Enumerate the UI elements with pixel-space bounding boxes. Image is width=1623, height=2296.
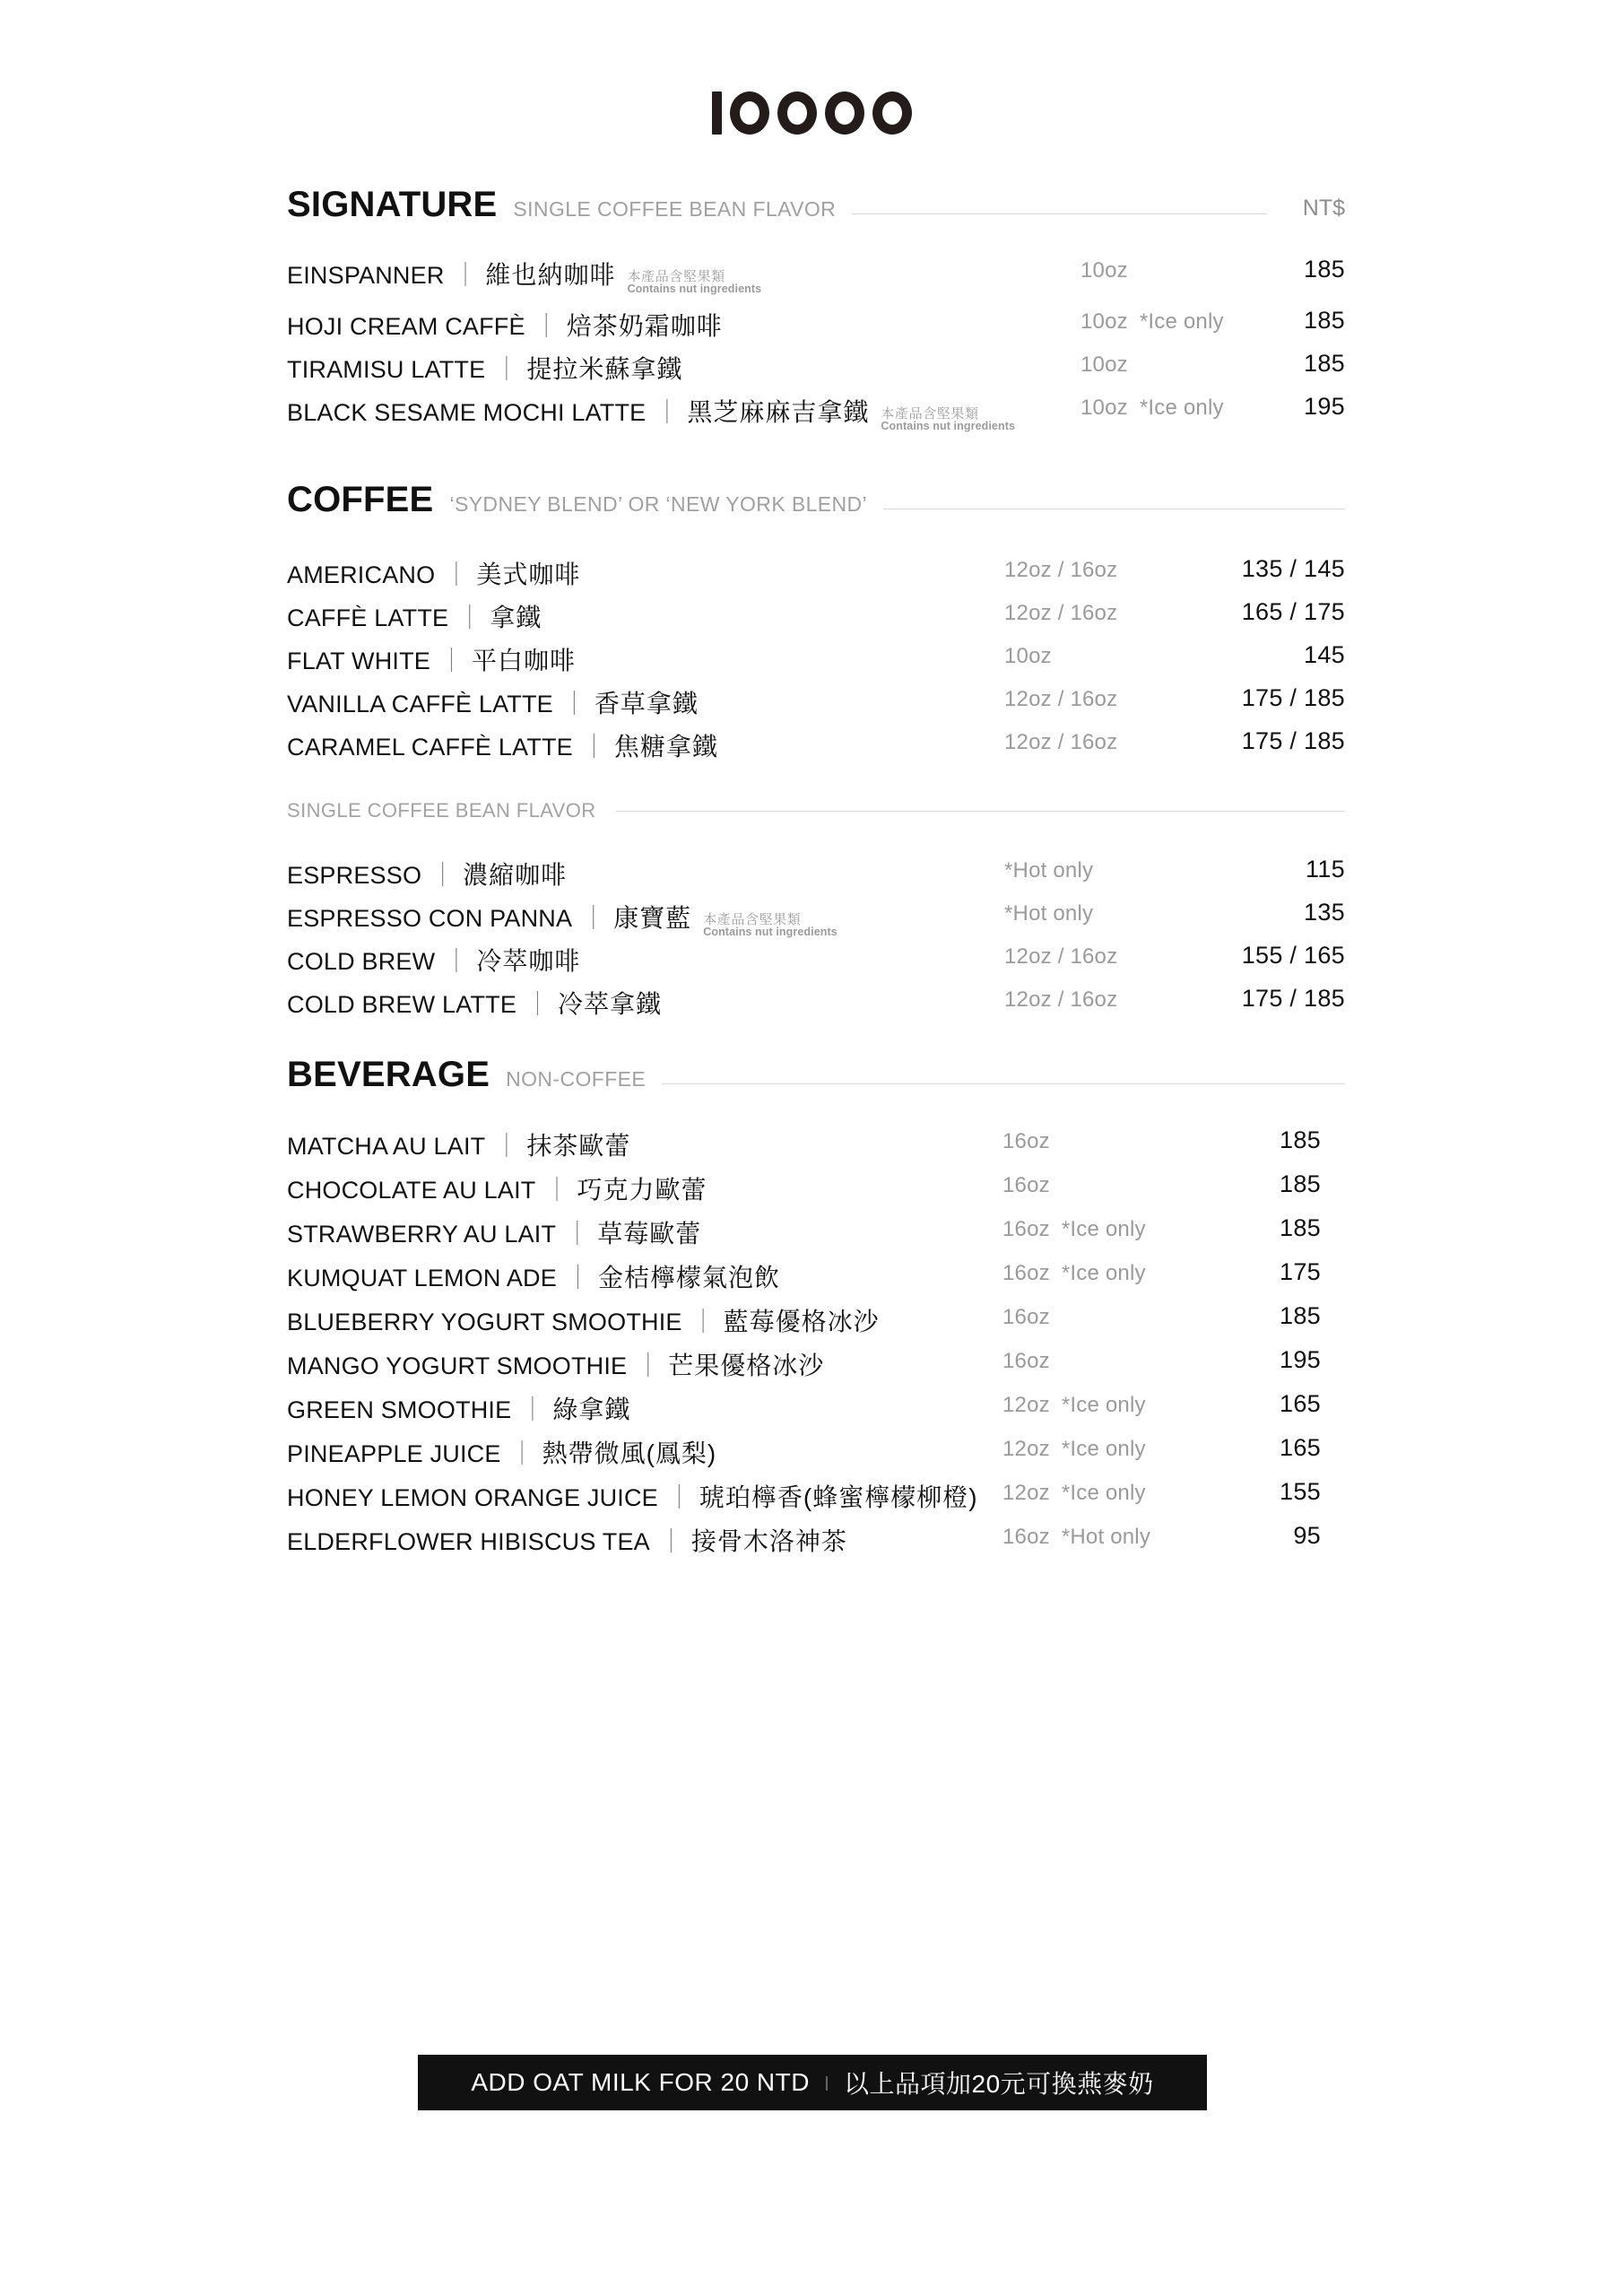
item-name-zh: 抹茶歐蕾: [526, 1132, 631, 1160]
item-price: 175: [1280, 1258, 1321, 1285]
allergen-note-en: Contains nut ingredients: [703, 926, 838, 939]
item-name-en: CHOCOLATE AU LAIT: [287, 1177, 536, 1204]
item-name-zh: 芒果優格冰沙: [668, 1352, 825, 1379]
item-name-zh: 焦糖拿鐵: [613, 733, 718, 761]
promo-text-zh: 以上品項加20元可換燕麥奶: [844, 2070, 1154, 2098]
sub-divider-label: SINGLE COFFEE BEAN FLAVOR: [287, 799, 596, 822]
promo-text-en: ADD OAT MILK FOR 20 NTD: [471, 2068, 810, 2096]
name-separator: ｜: [430, 862, 456, 889]
name-separator: ｜: [636, 1352, 661, 1379]
item-name-en: KUMQUAT LEMON ADE: [287, 1265, 557, 1292]
menu-row[interactable]: [287, 350, 1345, 393]
item-size: *Hot only: [1004, 858, 1094, 883]
item-name-zh: 綠拿鐵: [552, 1396, 631, 1423]
item-size: 16oz: [1002, 1261, 1050, 1285]
name-separator: ｜: [534, 313, 559, 340]
item-name-en: EINSPANNER: [287, 262, 445, 289]
item-size: 12oz / 16oz: [1004, 987, 1118, 1012]
item-name-zh: 藍莓優格冰沙: [723, 1308, 880, 1335]
item-price: 95: [1293, 1522, 1321, 1549]
name-separator: ｜: [561, 691, 586, 718]
item-names: [287, 307, 723, 343]
name-separator: ｜: [565, 1265, 590, 1292]
sub-divider-rule: [616, 811, 1345, 812]
item-names: [287, 1170, 707, 1206]
menu-row[interactable]: [287, 1390, 1345, 1434]
item-name-en: MATCHA AU LAIT: [287, 1133, 486, 1160]
item-price: 185: [1304, 256, 1345, 283]
item-price: 145: [1304, 641, 1345, 668]
item-note: *Ice only: [1061, 1437, 1146, 1461]
item-names: [287, 598, 542, 634]
menu-row[interactable]: [287, 985, 1345, 1028]
item-name-en: ESPRESSO: [287, 862, 422, 889]
item-size: 12oz: [1002, 1481, 1050, 1505]
menu-row[interactable]: [287, 1346, 1345, 1390]
item-size: 10oz: [1081, 396, 1128, 420]
item-size: 10oz: [1081, 309, 1128, 334]
item-names: [287, 1258, 780, 1294]
menu-row[interactable]: [287, 1302, 1345, 1346]
menu-content: [287, 0, 1345, 1566]
section-title: COFFEE: [287, 480, 434, 519]
menu-row[interactable]: [287, 684, 1345, 727]
currency-label: NT$: [1302, 196, 1345, 221]
item-names: [287, 1478, 978, 1514]
item-name-zh: 冷萃拿鐵: [558, 990, 663, 1018]
item-name-en: PINEAPPLE JUICE: [287, 1440, 501, 1467]
item-name-zh: 草莓歐蕾: [597, 1220, 702, 1248]
item-price: 165: [1280, 1434, 1321, 1461]
name-separator: ｜: [666, 1484, 691, 1511]
item-note: *Ice only: [1061, 1393, 1146, 1417]
name-separator: ｜: [655, 399, 680, 426]
item-name-zh: 平白咖啡: [472, 647, 577, 674]
item-names: [287, 555, 580, 591]
section-subtitle: ‘SYDNEY BLEND’ OR ‘NEW YORK BLEND’: [449, 492, 868, 516]
name-separator: ｜: [581, 905, 606, 932]
item-size: 16oz: [1002, 1525, 1050, 1549]
item-name-en: AMERICANO: [287, 561, 436, 588]
menu-row[interactable]: [287, 1170, 1345, 1214]
item-price: 185: [1280, 1170, 1321, 1197]
item-name-en: FLAT WHITE: [287, 648, 431, 674]
header-rule: [662, 1083, 1345, 1084]
item-names: [287, 856, 567, 891]
menu-row[interactable]: [287, 942, 1345, 985]
item-note: *Ice only: [1061, 1217, 1146, 1241]
item-names: [287, 393, 1015, 435]
item-names: [287, 942, 580, 978]
menu-row[interactable]: [287, 393, 1345, 436]
item-size: 12oz / 16oz: [1004, 601, 1118, 625]
name-separator: ｜: [444, 948, 469, 975]
item-size: 12oz / 16oz: [1004, 730, 1118, 754]
item-name-en: BLUEBERRY YOGURT SMOOTHIE: [287, 1309, 682, 1335]
item-price: 135 / 145: [1241, 555, 1345, 582]
item-name-zh: 金桔檸檬氣泡飲: [597, 1264, 780, 1292]
allergen-note-en: Contains nut ingredients: [627, 283, 762, 296]
item-name-en: BLACK SESAME MOCHI LATTE: [287, 399, 647, 426]
item-name-en: TIRAMISU LATTE: [287, 356, 486, 383]
item-name-zh: 美式咖啡: [476, 561, 581, 588]
item-note: *Ice only: [1139, 396, 1224, 420]
allergen-note: [881, 407, 1015, 432]
menu-row[interactable]: [287, 1126, 1345, 1170]
allergen-note-zh: 本產品含堅果類: [881, 406, 979, 422]
item-name-zh: 維也納咖啡: [485, 261, 616, 289]
item-price: 165 / 175: [1241, 598, 1345, 625]
name-separator: ｜: [565, 1221, 590, 1248]
allergen-note-en: Contains nut ingredients: [881, 420, 1016, 433]
item-price: 185: [1304, 350, 1345, 377]
item-size: 10oz: [1004, 644, 1052, 668]
section-items-signature: [287, 256, 1345, 436]
menu-row[interactable]: [287, 555, 1345, 598]
item-price: 185: [1280, 1214, 1321, 1241]
item-name-en: ESPRESSO CON PANNA: [287, 905, 573, 932]
section-header-signature: [287, 181, 1345, 222]
item-name-en: HOJI CREAM CAFFÈ: [287, 313, 525, 340]
allergen-note: [628, 270, 762, 295]
menu-row[interactable]: [287, 727, 1345, 770]
item-names: [287, 1522, 847, 1558]
section-items-beverage: [287, 1126, 1345, 1566]
name-separator: ｜: [457, 604, 482, 631]
item-name-en: STRAWBERRY AU LAIT: [287, 1221, 557, 1248]
allergen-note: [703, 913, 838, 938]
item-names: [287, 1434, 716, 1470]
menu-row[interactable]: [287, 856, 1345, 899]
item-name-en: VANILLA CAFFÈ LATTE: [287, 691, 553, 718]
item-name-zh: 熱帶微風: [542, 1439, 647, 1467]
item-name-en: MANGO YOGURT SMOOTHIE: [287, 1352, 628, 1379]
promo-separator: ｜: [819, 2076, 834, 2092]
name-separator: ｜: [690, 1309, 716, 1335]
item-size: 10oz: [1081, 258, 1128, 283]
name-separator: ｜: [544, 1177, 569, 1204]
item-names: [287, 1126, 630, 1162]
item-name-zh: 提拉米蘇拿鐵: [526, 355, 683, 383]
menu-row[interactable]: [287, 1522, 1345, 1566]
section-items-coffee-single-bean: [287, 856, 1345, 1028]
menu-row[interactable]: [287, 641, 1345, 684]
oat-milk-promo-banner: [418, 2055, 1207, 2110]
item-names: [287, 727, 718, 763]
item-names: [287, 684, 699, 720]
item-price: 175 / 185: [1241, 727, 1345, 754]
name-separator: ｜: [509, 1440, 534, 1467]
item-name-en: ELDERFLOWER HIBISCUS TEA: [287, 1528, 650, 1555]
item-name-zh: 黑芝麻麻吉拿鐵: [687, 398, 870, 426]
menu-row[interactable]: [287, 1478, 1345, 1522]
name-separator: ｜: [658, 1528, 683, 1555]
item-size: 16oz: [1002, 1173, 1050, 1197]
item-price: 135: [1304, 899, 1345, 926]
allergen-note-zh: 本產品含堅果類: [627, 269, 725, 284]
item-price: 195: [1280, 1346, 1321, 1373]
item-price: 185: [1280, 1126, 1321, 1153]
section-title: SIGNATURE: [287, 185, 498, 224]
item-name-en: GREEN SMOOTHIE: [287, 1396, 512, 1423]
item-size: 10oz: [1081, 352, 1128, 377]
allergen-note-zh: 本產品含堅果類: [703, 912, 802, 927]
item-names: [287, 1302, 880, 1338]
name-separator: ｜: [581, 734, 606, 761]
item-size: 12oz / 16oz: [1004, 944, 1118, 969]
section-subtitle: SINGLE COFFEE BEAN FLAVOR: [513, 197, 837, 221]
item-name-zh-paren: (鳳梨): [646, 1439, 717, 1467]
item-size: 16oz: [1002, 1217, 1050, 1241]
item-name-zh: 拿鐵: [490, 604, 542, 631]
name-separator: ｜: [494, 1133, 519, 1160]
item-price: 165: [1280, 1390, 1321, 1417]
item-names: [287, 1390, 630, 1426]
menu-row[interactable]: [287, 256, 1345, 307]
name-separator: ｜: [520, 1396, 545, 1423]
menu-row[interactable]: [287, 899, 1345, 942]
section-items-coffee: [287, 555, 1345, 770]
item-names: [287, 1346, 824, 1382]
item-name-en: CAFFÈ LATTE: [287, 604, 449, 631]
section-header-coffee: [287, 476, 1345, 517]
item-name-zh-paren: (蜂蜜檸檬柳橙): [803, 1483, 978, 1511]
name-separator: ｜: [444, 561, 469, 588]
item-name-en: COLD BREW LATTE: [287, 991, 517, 1018]
item-price: 175 / 185: [1241, 684, 1345, 711]
item-names: [287, 350, 682, 386]
item-note: *Ice only: [1061, 1481, 1146, 1505]
item-size: 16oz: [1002, 1305, 1050, 1329]
item-name-en: HONEY LEMON ORANGE JUICE: [287, 1484, 658, 1511]
sub-divider-single-bean: [287, 796, 1345, 826]
item-price: 155: [1280, 1478, 1321, 1505]
item-size: *Hot only: [1004, 901, 1094, 926]
item-size: 16oz: [1002, 1129, 1050, 1153]
name-separator: ｜: [494, 356, 519, 383]
item-note: *Ice only: [1139, 309, 1224, 334]
item-price: 115: [1306, 856, 1345, 883]
item-size: 12oz / 16oz: [1004, 687, 1118, 711]
item-size: 12oz / 16oz: [1004, 558, 1118, 582]
menu-row[interactable]: [287, 1214, 1345, 1258]
menu-row[interactable]: [287, 598, 1345, 641]
name-separator: ｜: [525, 991, 551, 1018]
item-price: 155 / 165: [1241, 942, 1345, 969]
item-names: [287, 641, 576, 677]
item-price: 175 / 185: [1241, 985, 1345, 1012]
item-name-zh: 接骨木洛神茶: [690, 1527, 847, 1555]
name-separator: ｜: [439, 648, 464, 674]
header-rule: [852, 213, 1267, 214]
item-name-en: CARAMEL CAFFÈ LATTE: [287, 734, 573, 761]
item-names: [287, 985, 662, 1021]
item-name-zh: 香草拿鐵: [594, 690, 699, 718]
item-note: *Hot only: [1061, 1525, 1151, 1549]
section-title: BEVERAGE: [287, 1055, 490, 1094]
item-names: [287, 899, 838, 941]
item-price: 195: [1304, 393, 1345, 420]
section-subtitle: NON-COFFEE: [506, 1067, 647, 1091]
item-size: 12oz: [1002, 1393, 1050, 1417]
item-price: 185: [1304, 307, 1345, 334]
menu-row[interactable]: [287, 1434, 1345, 1478]
item-name-zh: 濃縮咖啡: [463, 861, 568, 889]
item-name-zh: 巧克力歐蕾: [577, 1176, 707, 1204]
item-name-zh: 琥珀檸香: [699, 1483, 803, 1511]
item-name-zh: 焙茶奶霜咖啡: [566, 312, 723, 340]
menu-row[interactable]: [287, 1258, 1345, 1302]
item-size: 16oz: [1002, 1349, 1050, 1373]
section-header-beverage: [287, 1051, 1345, 1092]
item-note: *Ice only: [1061, 1261, 1146, 1285]
item-price: 185: [1280, 1302, 1321, 1329]
item-names: [287, 1214, 701, 1250]
item-name-zh: 冷萃咖啡: [476, 947, 581, 975]
menu-row[interactable]: [287, 307, 1345, 350]
name-separator: ｜: [453, 262, 478, 289]
item-size: 12oz: [1002, 1437, 1050, 1461]
item-name-zh: 康寶藍: [613, 904, 692, 932]
item-names: [287, 256, 761, 298]
item-name-en: COLD BREW: [287, 948, 436, 975]
